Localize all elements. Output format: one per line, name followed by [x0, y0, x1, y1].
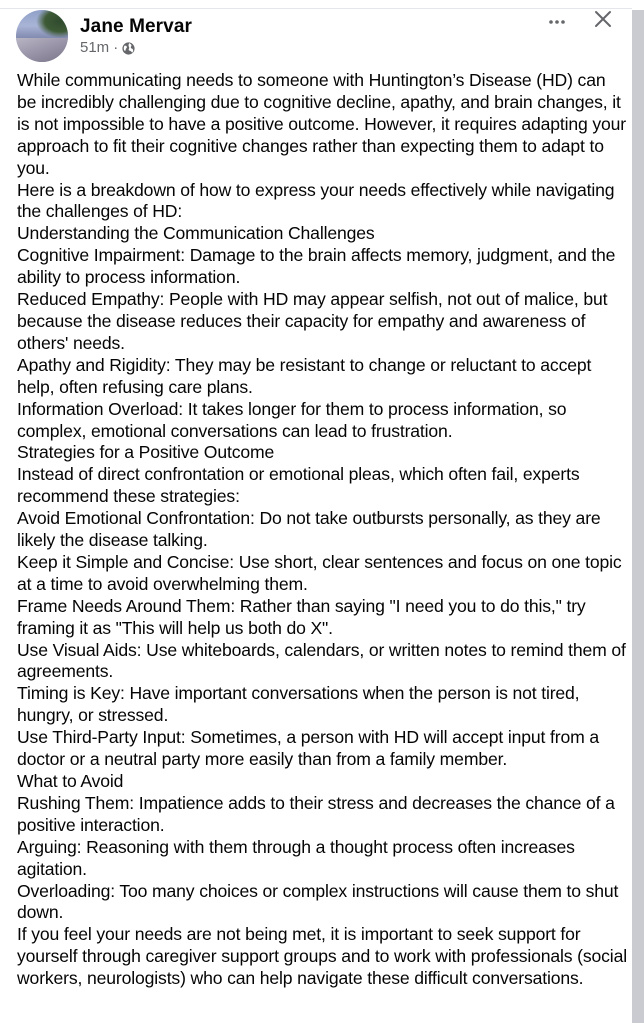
list-item: Information Overload: It takes longer for them to process information, so complex, emotional conversations can lead to frustration.	[17, 398, 567, 441]
list-item: Reduced Empathy: People with HD may appear selfish, not out of malice, but because the disease reduces their capacity for empathy and awareness of others' needs.	[17, 289, 608, 353]
author-name[interactable]: Jane Mervar	[80, 15, 193, 37]
scrollbar[interactable]	[632, 10, 644, 1023]
list-item: Cognitive Impairment: Damage to the brain affects memory, judgment, and the ability to process information.	[17, 245, 616, 288]
list-item: Keep it Simple and Concise: Use short, clear sentences and focus on one topic at a time to avoid overwhelming them.	[17, 551, 622, 594]
paragraph-closing: If you feel your needs are not being met, it is important to seek support for yourself through caregiver support groups and to work with professionals (social workers, neurologists) who can help navigate these difficult conversations.	[17, 924, 627, 989]
list-item: Overloading: Too many choices or complex instructions will cause them to shut down.	[17, 880, 619, 923]
globe-icon	[122, 41, 135, 54]
close-button[interactable]	[592, 10, 614, 32]
list-item: Avoid Emotional Confrontation: Do not take outbursts personally, as they are likely the disease talking.	[17, 508, 601, 551]
section-heading-avoid: What to Avoid	[17, 771, 124, 791]
avatar-trees	[36, 10, 68, 38]
post-body	[17, 70, 627, 990]
post-timestamp[interactable]: 51m	[80, 38, 110, 56]
list-item: Frame Needs Around Them: Rather than saying "I need you to do this," try framing it as "This will help us both do X".	[17, 595, 586, 638]
meta-separator: ·	[113, 38, 119, 56]
more-horizontal-icon	[548, 12, 566, 30]
list-item: Apathy and Rigidity: They may be resistant to change or reluctant to accept help, often refusing care plans.	[17, 354, 592, 397]
post-header	[16, 10, 192, 62]
paragraph-intro: While communicating needs to someone with Huntington’s Disease (HD) can be incredibly challenging due to cognitive decline, apathy, and brain changes, it is not impossible to have a positive outcome. However, it requires adapting your approach to fit their cognitive changes rather than expecting them to adapt to you.	[17, 70, 626, 178]
post-subline	[80, 38, 192, 57]
list-item: Arguing: Reasoning with them through a thought process often increases agitation.	[17, 836, 575, 879]
list-item: Rushing Them: Impatience adds to their stress and decreases the chance of a positive interaction.	[17, 792, 615, 835]
avatar-shore	[16, 38, 68, 62]
list-item: Use Visual Aids: Use whiteboards, calendars, or written notes to remind them of agreements.	[17, 639, 626, 682]
paragraph-breakdown: Here is a breakdown of how to express your needs effectively while navigating the challenges of HD:	[17, 179, 615, 222]
list-item: Use Third-Party Input: Sometimes, a person with HD will accept input from a doctor or a neutral party more easily than from a family member.	[17, 727, 599, 770]
post-meta	[80, 16, 192, 57]
more-options-button[interactable]	[546, 10, 568, 32]
close-icon	[594, 10, 612, 33]
paragraph-strategies-intro: Instead of direct confrontation or emotional pleas, which often fail, experts recommend these strategies:	[17, 464, 580, 507]
post-actions	[546, 10, 614, 32]
section-heading-challenges: Understanding the Communication Challenges	[17, 223, 375, 244]
list-item: Timing is Key: Have important conversations when the person is not tired, hungry, or stressed.	[17, 683, 580, 726]
avatar[interactable]	[16, 10, 68, 62]
section-heading-strategies: Strategies for a Positive Outcome	[17, 442, 275, 463]
